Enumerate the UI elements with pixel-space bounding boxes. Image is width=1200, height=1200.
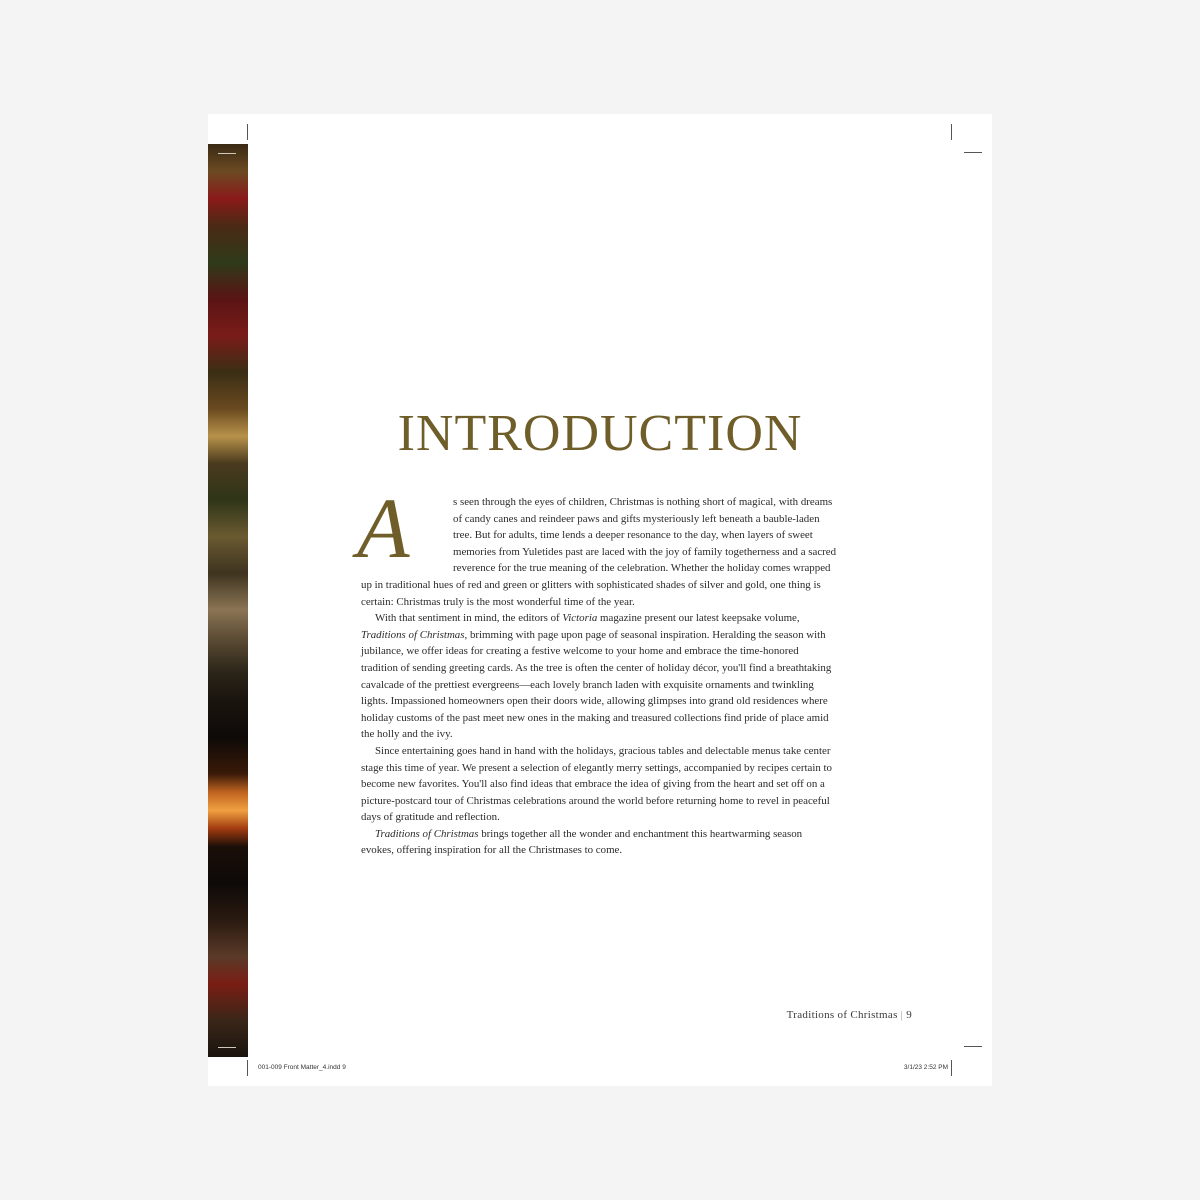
magazine-title: Victoria [562,612,598,625]
crop-mark-bottom-right-horizontal [964,1046,982,1047]
strip-mark-top [218,153,236,154]
paragraph-4 [361,826,837,859]
paragraph-2-text: With that sentiment in mind, the editors of [375,612,563,625]
fireplace-photo-strip [208,144,248,1057]
page-number: 9 [906,1009,912,1021]
paragraph-2-text: magazine present our latest keepsake volume, [597,612,800,625]
paragraph-2 [361,610,837,743]
slug-date-time: 3/1/23 2:52 PM [903,1064,948,1071]
paragraph-1: s seen through the eyes of children, Christmas is nothing short of magical, with dreams of candy canes and reindeer paws and gifts mysteriously left beneath a bauble-laden tree. But for adults, time lends a deeper resonance to the day, when layers of sweet memories from Yuletides past are laced with the joy of family togetherness and a sacred reverence for the true meaning of the celebration. Whether the holiday comes wrapped up in traditional hues of red and green or glitters with sophisticated shades of silver and gold, one thing is certain: Christmas truly is the most wonderful time of the year. [361,496,837,608]
footer-separator: | [900,1009,904,1021]
strip-mark-bottom [218,1047,236,1048]
paragraph-3: Since entertaining goes hand in hand with the holidays, gracious tables and delectable menus take center stage this time of year. We present a selection of elegantly merry settings, accompanied by recipes certain to become new favorites. You'll also find ideas that embrace the idea of giving from the heart and set off on a picture-postcard tour of Christmas celebrations around the world before returning home to revel in peaceful days of gratitude and reflection. [361,744,832,824]
paragraph-2-text: , brimming with page upon page of seasonal inspiration. Heralding the season with jubilance, we offer ideas for creating a festive welcome to your home and embrace the time-honored tradition of sending greeting cards. As the tree is often the center of holiday décor, you'll find a breathtaking cavalcade of the prettiest evergreens—each lovely branch laden with exquisite ornaments and twinkling lights. Impassioned homeowners open their doors wide, allowing glimpses into grand old residences where holiday customs of the past meet new ones in the making and treasured collections find pride of place amid the holly and the ivy. [361,628,832,741]
running-footer-title: Traditions of Christmas [786,1009,898,1021]
page-footer [787,1009,912,1021]
drop-cap: A [357,480,410,576]
crop-mark-top-right [951,124,952,140]
page-title: INTRODUCTION [397,405,803,462]
crop-mark-bottom-left [247,1060,248,1076]
book-page [208,114,992,1086]
slug-file-name: 001-009 Front Matter_4.indd 9 [258,1064,346,1071]
introduction-body [357,480,837,859]
book-title-italic: Traditions of Christmas [361,628,465,641]
paragraph-4-text: brings together all the wonder and enchantment this heartwarming season evokes, offering inspiration for all the Christmases to come. [361,827,803,857]
crop-mark-top-right-horizontal [964,152,982,153]
crop-mark-bottom-right [951,1060,952,1076]
crop-mark-top-left [247,124,248,140]
book-title-italic: Traditions of Christmas [375,827,479,840]
